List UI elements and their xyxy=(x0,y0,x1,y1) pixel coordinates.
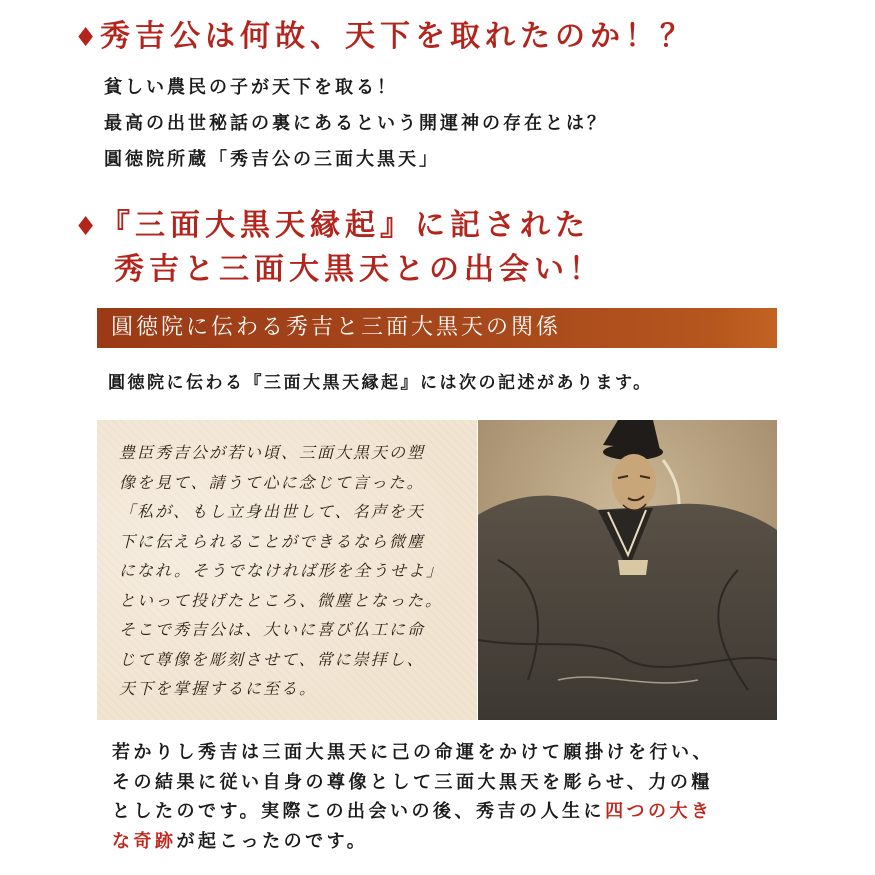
section-band: 圓徳院に伝わる秀吉と三面大黒天の関係 xyxy=(97,308,777,348)
intro-line: 圓徳院所蔵「秀吉公の三面大黒天」 xyxy=(104,149,440,170)
body-line: 若かりし秀吉は三面大黒天に己の命運をかけて願掛けを行い、 xyxy=(112,742,714,763)
lead-sentence: 圓徳院に伝わる『三面大黒天縁起』には次の記述があります。 xyxy=(108,373,653,393)
intro-line: 最高の出世秘話の裏にあるという開運神の存在とは？ xyxy=(104,113,608,134)
body-line xyxy=(112,797,714,827)
legend-parchment-box xyxy=(97,420,477,720)
diamond-bullet-icon: ♦ xyxy=(74,23,103,53)
intro-text xyxy=(104,70,608,178)
body-line xyxy=(112,827,714,857)
legend-line: といって投げたところ、微塵となった。 xyxy=(119,590,444,610)
legend-line: じて尊像を彫刻させて、常に崇拝し、 xyxy=(119,649,425,669)
legend-line: 豊臣秀吉公が若い頃、三面大黒天の塑 xyxy=(119,443,426,462)
intro-line: 貧しい農民の子が天下を取る！ xyxy=(104,77,398,98)
highlight-text: 四つの大き xyxy=(605,801,713,822)
body-text-plain: が起こったのです。 xyxy=(176,830,369,852)
legend-line: 下に伝えられることができるなら微塵 xyxy=(119,531,426,551)
highlight-text: な奇跡 xyxy=(112,830,177,852)
diamond-bullet-icon: ♦ xyxy=(74,212,103,242)
legend-line: 天下を掌握するに至る。 xyxy=(119,679,318,698)
body-text-plain: としたのです。実際この出会いの後、秀吉の人生に xyxy=(112,801,606,822)
legend-text xyxy=(119,438,444,704)
heading-1-text: 秀吉公は何故、天下を取れたのか！？ xyxy=(100,19,695,54)
legend-line: そこで秀吉公は、大いに喜び仏工に命 xyxy=(119,620,426,639)
heading-2-text-line1: 『三面大黒天縁起』に記された xyxy=(100,208,590,243)
section-heading-1 xyxy=(74,17,695,58)
section-heading-2 xyxy=(74,206,590,247)
legend-line: 「私が、もし立身出世して、名声を天 xyxy=(119,502,425,521)
legend-line: 像を見て、請うて心に念じて言った。 xyxy=(119,472,425,492)
body-paragraph xyxy=(112,738,714,856)
legend-line: になれ。そうでなければ形を全うせよ」 xyxy=(119,561,444,580)
body-line: その結果に従い自身の尊像として三面大黒天を彫らせ、力の糧 xyxy=(112,771,713,793)
hideyoshi-portrait-image xyxy=(478,420,777,720)
heading-2-text-line2: 秀吉と三面大黒天との出会い！ xyxy=(114,252,604,287)
